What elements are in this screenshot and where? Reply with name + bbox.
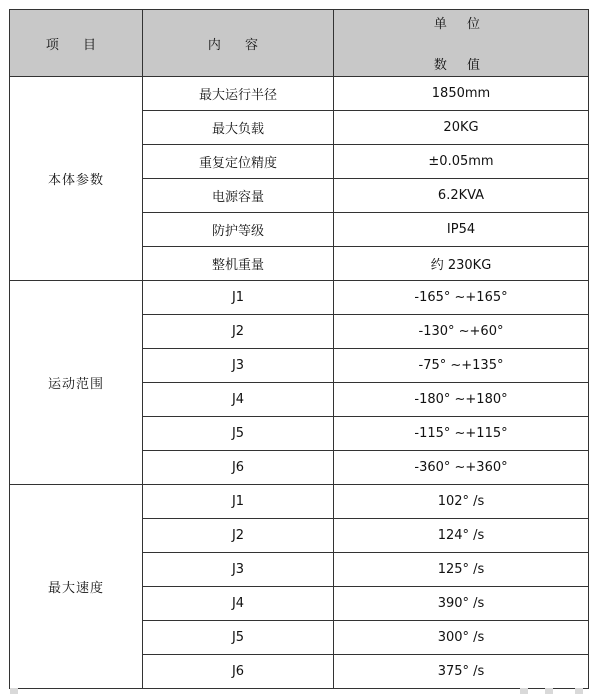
table-row — [10, 281, 589, 315]
header-item-label: 项 目 — [45, 37, 107, 53]
header-unit-stack — [334, 13, 588, 73]
header-content-label: 内 容 — [207, 37, 269, 53]
edge-mark — [575, 688, 583, 694]
group-label-motion-range: 运动范围 — [10, 281, 143, 485]
row-value: 102° /s — [334, 485, 589, 519]
row-value: -115° ~+115° — [334, 417, 589, 451]
table-row — [10, 485, 589, 519]
row-content: J4 — [143, 587, 334, 621]
row-content: J3 — [143, 349, 334, 383]
row-content: 整机重量 — [143, 247, 334, 281]
row-content: 电源容量 — [143, 179, 334, 213]
row-content: 防护等级 — [143, 213, 334, 247]
robot-spec-table — [9, 9, 589, 689]
row-value: 124° /s — [334, 519, 589, 553]
row-value: 约 230KG — [334, 247, 589, 281]
row-content: J6 — [143, 451, 334, 485]
row-value: 20KG — [334, 111, 589, 145]
row-value: 375° /s — [334, 655, 589, 689]
row-value: 125° /s — [334, 553, 589, 587]
row-content: J6 — [143, 655, 334, 689]
header-unit-label: 单 位 — [433, 17, 489, 32]
header-content — [143, 10, 334, 77]
edge-mark — [520, 688, 528, 694]
header-item — [10, 10, 143, 77]
row-content: 重复定位精度 — [143, 145, 334, 179]
group-label-body-params: 本体参数 — [10, 77, 143, 281]
header-value-label: 数 值 — [433, 58, 489, 73]
row-content: J1 — [143, 485, 334, 519]
row-value: 1850mm — [334, 77, 589, 111]
row-value: -165° ~+165° — [334, 281, 589, 315]
table-row — [10, 77, 589, 111]
edge-mark — [545, 688, 553, 694]
page-bottom-edge — [0, 688, 596, 694]
row-value: 300° /s — [334, 621, 589, 655]
row-value: 6.2KVA — [334, 179, 589, 213]
edge-mark — [10, 688, 18, 694]
header-unit-value — [334, 10, 589, 77]
row-value: -130° ~+60° — [334, 315, 589, 349]
row-content: J4 — [143, 383, 334, 417]
row-value: ±0.05mm — [334, 145, 589, 179]
row-content: 最大运行半径 — [143, 77, 334, 111]
row-content: 最大负载 — [143, 111, 334, 145]
row-content: J1 — [143, 281, 334, 315]
row-value: 390° /s — [334, 587, 589, 621]
table-header-row — [10, 10, 589, 77]
row-content: J5 — [143, 417, 334, 451]
row-content: J2 — [143, 315, 334, 349]
group-label-max-speed: 最大速度 — [10, 485, 143, 689]
row-value: -360° ~+360° — [334, 451, 589, 485]
row-content: J5 — [143, 621, 334, 655]
row-value: -75° ~+135° — [334, 349, 589, 383]
row-content: J2 — [143, 519, 334, 553]
row-value: IP54 — [334, 213, 589, 247]
row-value: -180° ~+180° — [334, 383, 589, 417]
row-content: J3 — [143, 553, 334, 587]
